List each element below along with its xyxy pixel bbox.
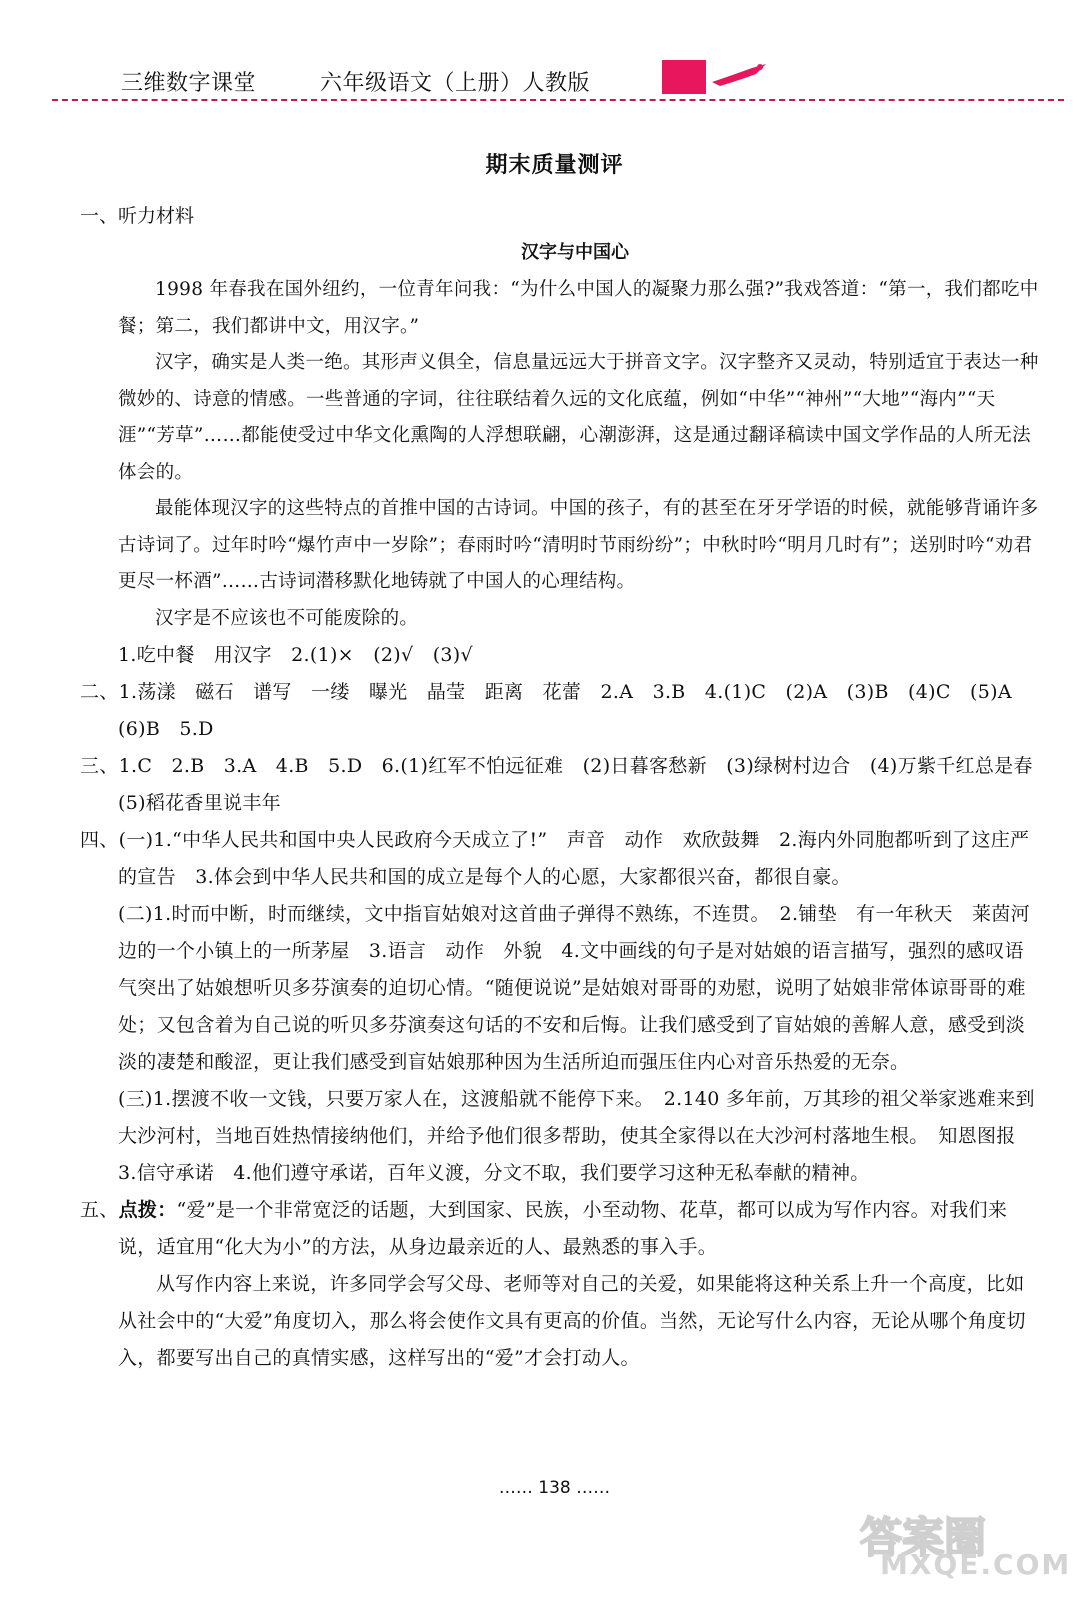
article-paragraph: 汉字是不应该也不可能废除的。 [155,607,419,629]
header-divider [52,99,1064,101]
section-2-answers: 二、1.荡漾 磁石 谱写 一缕 曝光 晶莹 距离 花蕾 2.A 3.B 4.(1)C (2)A (3)B (4)C (5)A (6)B 5.D [80,681,1032,740]
svg-text:答案圈: 答案圈 [860,1513,987,1562]
page-number: …… 138 …… [498,1478,611,1498]
section-5-prefix: 五、 [80,1199,119,1221]
section-5-label: 点拨： [118,1199,177,1221]
article-title: 汉字与中国心 [521,242,629,263]
section-4-part-2: (二)1.时而中断，时而继续，文中指盲姑娘对这首曲子弹得不熟练，不连贯。 2.铺垫 有一年秋天 莱茵河边的一个小镇上的一所茅屋 3.语言 动作 外貌 4.文中画线的句子是对姑娘的语言描写，强烈的感叹语气突出了姑娘想听贝多芬演奏的迫切心情。“随便说说”是姑娘对哥哥的劝慰，说明了姑娘非常体谅哥哥的难处；又包含着为自己说的听贝多芬演奏这句话的不安和后悔。让我们感受到了盲姑娘的善解人意，感受到淡淡的凄楚和酸涩，更让我们感受到盲姑娘那种因为生活所迫而强压住内心对音乐热爱的无奈。 [118,903,1030,1073]
section-5-paragraph: 从写作内容上来说，许多同学会写父母、老师等对自己的关爱，如果能将这种关系上升一个高度，比如从社会中的“大爱”角度切入，那么将会使作文具有更高的价值。当然，无论写什么内容，无论从哪个角度切入，都要写出自己的真情实感，这样写出的“爱”才会打动人。 [118,1273,1026,1369]
article-paragraph: 1998 年春我在国外纽约，一位青年问我：“为什么中国人的凝聚力那么强?”我戏答道：“第一，我们都吃中餐；第二，我们都讲中文，用汉字。” [118,279,1039,337]
section-1-answer: 1.吃中餐 用汉字 2.(1)× (2)√ (3)√ [118,644,473,666]
article-paragraph: 最能体现汉字的这些特点的首推中国的古诗词。中国的孩子，有的甚至在牙牙学语的时候，就能够背诵许多古诗词了。过年时吟“爆竹声中一岁除”；春雨时吟“清明时节雨纷纷”；中秋时吟“明月几时有”；送别时吟“劝君更尽一杯酒”……古诗词潜移默化地铸就了中国人的心理结构。 [118,498,1039,592]
section-5-tip [80,1192,1040,1266]
section-3-answers: 三、1.C 2.B 3.A 4.B 5.D 6.(1)红军不怕远征难 (2)日暮客愁新 (3)绿树村边合 (4)万紫千红总是春 (5)稻花香里说丰年 [80,755,1053,814]
section-5-text: “爱”是一个非常宽泛的话题，大到国家、民族，小至动物、花草，都可以成为写作内容。对我们来说，适宜用“化大为小”的方法，从身边最亲近的人、最熟悉的事入手。 [118,1199,1008,1258]
page-header [0,0,1083,104]
section-4-part-3: (三)1.摆渡不收一文钱，只要万家人在，这渡船就不能停下来。 2.140 多年前，万其珍的祖父举家逃难来到大沙河村，当地百姓热情接纳他们，并给予他们很多帮助，使其全家得以在大沙河村落地生根。 知恩图报 3.信守承诺 4.他们遵守承诺，百年义渡，分文不取，我们要学习这种无私奉献的精神。 [118,1088,1035,1184]
series-name: 三维数字课堂 [121,71,257,96]
page-title: 期末质量测评 [485,153,624,178]
book-title: 六年级语文（上册）人教版 [320,71,591,96]
watermark-url: MXQE.COM [880,1548,1072,1581]
answer-content [80,198,1053,1377]
header-decoration-icon [660,58,770,98]
section-4-part-1: 四、(一)1.“中华人民共和国中央人民政府今天成立了!” 声音 动作 欢欣鼓舞 2.海内外同胞都听到了这庄严的宣告 3.体会到中华人民共和国的成立是每个人的心愿，大家都很兴奋，都很自豪。 [80,829,1030,888]
article-paragraph: 汉字，确实是人类一绝。其形声义俱全，信息量远远大于拼音文字。汉字整齐又灵动，特别适宜于表达一种微妙的、诗意的情感。一些普通的字词，往往联结着久远的文化底蕴，例如“中华”“神州”“大地”“海内”“天涯”“芳草”……都能使受过中华文化熏陶的人浮想联翩，心潮澎湃，这是通过翻译稿读中国文学作品的人所无法体会的。 [118,352,1039,483]
section-1-heading: 一、听力材料 [80,205,195,227]
